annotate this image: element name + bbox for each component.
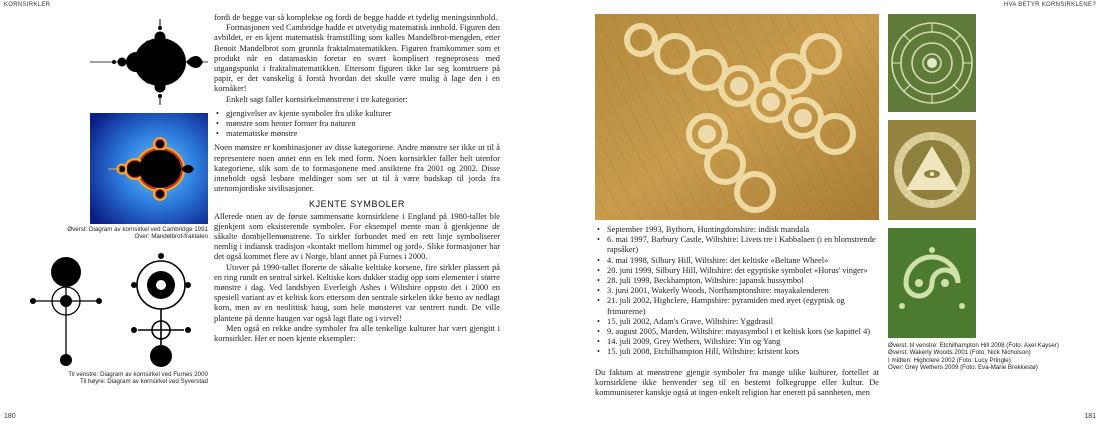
etchilhampton-photo xyxy=(595,14,879,220)
list-item: • 28. juli 1999, Beckhampton, Wiltshire: japansk hussymbol xyxy=(595,276,879,286)
running-header-left: KORNSIRKLER xyxy=(4,2,51,8)
caption-line: Øverst: Wakerly Woods 2001 (Foto: Nick Nicholson) xyxy=(888,349,1031,357)
list-item: • gjengivelser av kjente symboler fra ulike kulturer xyxy=(214,109,500,119)
paragraph: Allerede noen av de første sammensatte kornsirklene i England på 1980-tallet ble gjenkjent som eksisterende symboler. For eksempel mente man å gjenkjenne de såkalte dombjellemønstrene. To sirkler forbundet med en rett linje symboliserer nemlig i indiansk tradisjon «kontakt mellom himmel og jord». Slike formasjoner har det også kommet flere av i Norge, blant annet på Furnes i 2000. xyxy=(214,211,500,262)
list-item: • 15. juli 2008, Etchilhampton Hill, Wiltshire: kristent kors xyxy=(595,347,879,357)
caption-line: Øverst, til venstre: Etchilhampton Hill 2008 (Foto: Axel Kayser) xyxy=(888,342,1059,349)
list-item: • 9. august 2005, Marden, Wiltshire: mayasymbol i et keltisk kors (se kapittel 4) xyxy=(595,327,879,337)
section-heading: KJENTE SYMBOLER xyxy=(308,199,406,210)
photo-caption xyxy=(888,342,1098,372)
furnes-diagram xyxy=(24,252,106,370)
paragraph: Utover på 1990-tallet florerte de såkalte keltiske korsene, fire sirkler plassert på en ring rundt en sentral sirkel. Keltiske kors dukker stadig opp som elementer i større mønstre i dag. Ved landsbyen Everleigh Ashes i Wiltshire oppsto det i 2000 en spesiell variant av et keltisk kors ettersom den sentrale sirkelen ikke besto av nedlagt korn, men av en neolittisk haug, som hele mønsteret var sentrert rundt. De ville plantene på denne haugen var også lagt flate og i virvel! xyxy=(214,262,500,323)
caption-line: Til venstre: Diagram av kornsirkel ved Furnes 2000 xyxy=(68,371,208,378)
caption-line: I midten: Highclere 2002 (Foto: Lucy Pringle) xyxy=(888,356,1011,364)
paragraph: Formasjonen ved Cambridge hadde et utvetydig matematisk innhold. Figuren den avbildet, er en kjent matematisk framstilling som kalles Mandelbrot-mengden, etter Benoit Mandelbrot som grunnla fraktalmatematikken. Figuren framkommer som et produkt når en datamaskin foretar en svært komplisert regneprosess med utgangspunkt i fraktalmatematikken. Ettersom figuren ikke lar seg konstruere på papir, er det vanskelig å forstå hvordan det skulle være mulig å lage den i en kornåker! xyxy=(214,23,500,94)
list-item: • 3. juni 2001, Wakerly Woods, Northamptonshire: mayakalenderen xyxy=(595,286,879,296)
paragraph: Enkelt sagt faller kornsirkelmønstrene i tre kategorier: xyxy=(226,94,408,104)
figure-caption-top xyxy=(0,226,208,241)
wakerly-woods-photo xyxy=(888,14,976,112)
mandelbrot-diagram xyxy=(90,15,208,109)
paragraph: Noen mønstre er kombinasjoner av disse kategoriene. Andre mønstre ser ikke ut til å representere noen annet enn en lek med form. Noen kornsirkler faller helt utenfor kategoriene, slik som de to formasjonene med ansiktene fra 2001 og 2002. Disse inneholdt også lesbare meldinger som ser ut til å være budskap til jorda fra utenomjordiske sivilisasjoner. xyxy=(214,143,500,194)
list-item: • 20. juni 1999, Silbury Hill, Wiltshire: det egyptiske symbolet «Horus' vinger» xyxy=(595,266,879,276)
list-item: • matematiske mønstre xyxy=(214,129,500,139)
list-item: • 15. juli 2002, Adam's Grave, Wiltshire: Yggdrasil xyxy=(595,317,879,327)
page-number-right: 181 xyxy=(1084,413,1096,420)
list-item: • 4. mai 1998, Silbury Hill, Wiltshire: det keltiske «Beltane Wheel» xyxy=(595,256,879,266)
grey-wethers-photo xyxy=(888,228,976,338)
right-body-text xyxy=(595,225,879,398)
symbol-examples-list xyxy=(595,225,879,358)
list-item: • 14. juli 2009, Grey Wethers, Wiltshire: Yin og Yang xyxy=(595,337,879,347)
paragraph: fordi de begge var så komplekse og fordi de begge hadde et tydelig meningsinnhold. xyxy=(214,13,498,22)
page-number-left: 180 xyxy=(4,413,16,420)
list-item: • 21. juli 2002, Highclere, Hampshire: pyramiden med øyet (egyptisk og frimurerne) xyxy=(595,296,879,316)
paragraph: Men også en rekke andre symboler fra alle tenkelige kulturer har vært gjengitt i kornsirkler. Her er noen kjente eksempler: xyxy=(214,323,500,344)
list-item: • September 1993, Bythorn, Huntingdonshire: indisk mandala xyxy=(595,225,879,235)
category-list xyxy=(214,109,500,140)
highclere-photo xyxy=(888,120,976,220)
syverstad-diagram xyxy=(114,252,208,370)
running-header-right: HVA BETYR KORNSIRKLENE? xyxy=(1003,2,1096,8)
figure-caption-bottom xyxy=(0,371,208,386)
left-body-text xyxy=(214,13,500,344)
list-item: • mønstre som henter former fra naturen xyxy=(214,119,500,129)
caption-line: Til høyre: Diagram av kornsirkel ved Syverstad xyxy=(79,378,208,386)
mandelbrot-fractal-image xyxy=(90,113,208,224)
caption-line: Over: Mandelbrot-fraktalen xyxy=(134,233,208,241)
caption-line: Over: Grey Wethers 2009 (Foto: Eva-Marie Brekkestø) xyxy=(888,364,1038,372)
list-item: • 6. mai 1997, Barbury Castle, Wiltshire: Livets tre i Kabbalaen (i en blomstrende rapsåker) xyxy=(595,235,879,255)
paragraph: Du faktum at mønstrene gjengir symboler fra mange ulike kulturer, forteller at kornsirklene ikke henvender seg til en bestemt folkegruppe eller kultur. De kommuniserer kanskje også at ingen enkelt religion har enerett på sannheten, men xyxy=(595,367,879,398)
caption-line: Øverst: Diagram av kornsirkel ved Cambridge 1991 xyxy=(67,226,208,233)
